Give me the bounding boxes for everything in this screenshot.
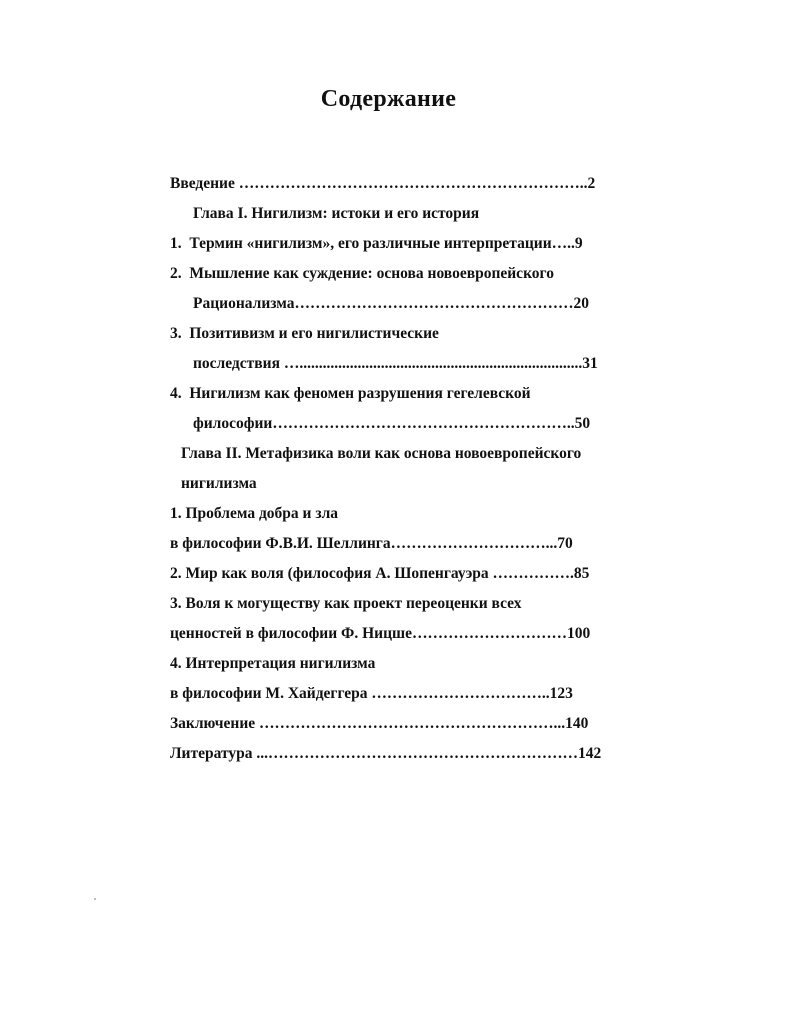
toc-entry-1-2: 2. Мышление как суждение: основа новоевропейского: [170, 265, 554, 282]
toc-entry-2-4-cont: в философии М. Хайдеггера ……………………………..123: [170, 685, 573, 702]
toc-entry-2-1-cont: в философии Ф.В.И. Шеллинга…………………………...70: [170, 535, 573, 552]
toc-entry-introduction: Введение …………………………………………………………..2: [170, 175, 596, 192]
toc-entry-2-3-cont: ценностей в философии Ф. Ницше…………………………100: [170, 625, 591, 642]
toc-entry-2-3: 3. Воля к могуществу как проект переоценки всех: [170, 595, 522, 612]
toc-entry-1-2-cont: Рационализма………………………………………………20: [193, 295, 589, 312]
toc-entry-2-1: 1. Проблема добра и зла: [170, 505, 339, 522]
toc-chapter-2-heading: Глава II. Метафизика воли как основа новоевропейского: [181, 445, 582, 462]
toc-entry-literature: Литература ...……………………………………………………142: [170, 745, 602, 762]
page-title: Содержание: [320, 86, 457, 112]
toc-chapter-1-heading: Глава I. Нигилизм: истоки и его история: [193, 205, 480, 222]
toc-entry-conclusion: Заключение …………………………………………………...140: [170, 715, 589, 732]
toc-entry-2-2: 2. Мир как воля (философия А. Шопенгауэра …………….85: [170, 565, 590, 582]
toc-entry-1-3: 3. Позитивизм и его нигилистические: [170, 325, 439, 342]
toc-chapter-2-heading-cont: нигилизма: [181, 475, 257, 492]
scan-speck: [94, 898, 96, 900]
toc-entry-1-3-cont: последствия ….........................................................................31: [193, 355, 598, 372]
toc-entry-2-4: 4. Интерпретация нигилизма: [170, 655, 376, 672]
toc-entry-1-4-cont: философии…………………………………………………..50: [193, 415, 591, 432]
toc-entry-1-1: 1. Термин «нигилизм», его различные интерпретации…..9: [170, 235, 583, 252]
toc-entry-1-4: 4. Нигилизм как феномен разрушения гегелевской: [170, 385, 531, 402]
